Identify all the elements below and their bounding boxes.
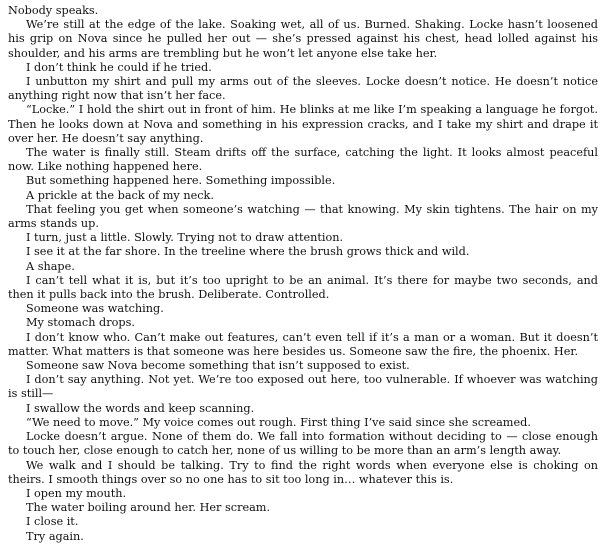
- paragraph: Try again.: [26, 529, 84, 543]
- paragraph: The water is finally still. Steam drifts off the surface, catching the light. It looks almost peaceful now. Like nothing happened here.: [8, 146, 598, 174]
- paragraph: I unbutton my shirt and pull my arms out of the sleeves. Locke doesn’t notice. He doesn’t notice anything right now that isn’t her face.: [8, 75, 598, 103]
- paragraph: The water boiling around her. Her scream.: [26, 501, 271, 515]
- paragraph: My stomach drops.: [26, 316, 135, 330]
- paragraph: We walk and I should be talking. Try to find the right words when everyone else is choking on theirs. I smooth things over so no one has to sit too long in… whatever this is.: [8, 458, 598, 486]
- paragraph: “We need to move.” My voice comes out rough. First thing I’ve said since she screamed.: [26, 415, 531, 429]
- paragraph: I don’t say anything. Not yet. We’re too exposed out here, too vulnerable. If whoever was watching is still—: [8, 373, 598, 401]
- paragraph: A shape.: [26, 259, 75, 273]
- paragraph: Someone saw Nova become something that isn’t supposed to exist.: [26, 359, 410, 373]
- paragraph: I turn, just a little. Slowly. Trying not to draw attention.: [26, 231, 344, 245]
- paragraph: A prickle at the back of my neck.: [26, 188, 214, 202]
- paragraph: I close it.: [26, 515, 79, 529]
- paragraph: We’re still at the edge of the lake. Soaking wet, all of us. Burned. Shaking. Locke hasn’t loosened his grip on Nova since he pulled her out — she’s pressed against his chest, head lolled against his shoulder, and his arms are trembling but he won’t let anyone else take her.: [8, 18, 598, 60]
- paragraph: I open my mouth.: [26, 486, 127, 500]
- paragraph: I don’t think he could if he tried.: [26, 60, 212, 74]
- paragraph: Locke doesn’t argue. None of them do. We fall into formation without deciding to — close enough to touch her, close enough to catch her, none of us willing to be more than an arm’s length away.: [8, 430, 598, 458]
- paragraph: Someone was watching.: [26, 302, 164, 316]
- paragraph: “Locke.” I hold the shirt out in front of him. He blinks at me like I’m speaking a language he forgot. Then he looks down at Nova and something in his expression cracks, and I take my shirt and drape it over her. He doesn’t say anything.: [8, 103, 598, 145]
- paragraph: That feeling you get when someone’s watching — that knowing. My skin tightens. The hair on my arms stands up.: [8, 202, 598, 231]
- paragraph: I swallow the words and keep scanning.: [26, 401, 255, 415]
- paragraph: But something happened here. Something impossible.: [26, 174, 336, 188]
- paragraph: I don’t know who. Can’t make out features, can’t even tell if it’s a man or a woman. But it doesn’t matter. What matters is that someone was here besides us. Someone saw the fire, the phoenix. Her.: [8, 330, 598, 358]
- paragraph: I see it at the far shore. In the treeline where the brush grows thick and wild.: [26, 245, 470, 259]
- paragraph: I can’t tell what it is, but it’s too upright to be an animal. It’s there for maybe two seconds, and then it pulls back into the brush. Deliberate. Controlled.: [8, 273, 598, 302]
- paragraph: Nobody speaks.: [8, 4, 99, 17]
